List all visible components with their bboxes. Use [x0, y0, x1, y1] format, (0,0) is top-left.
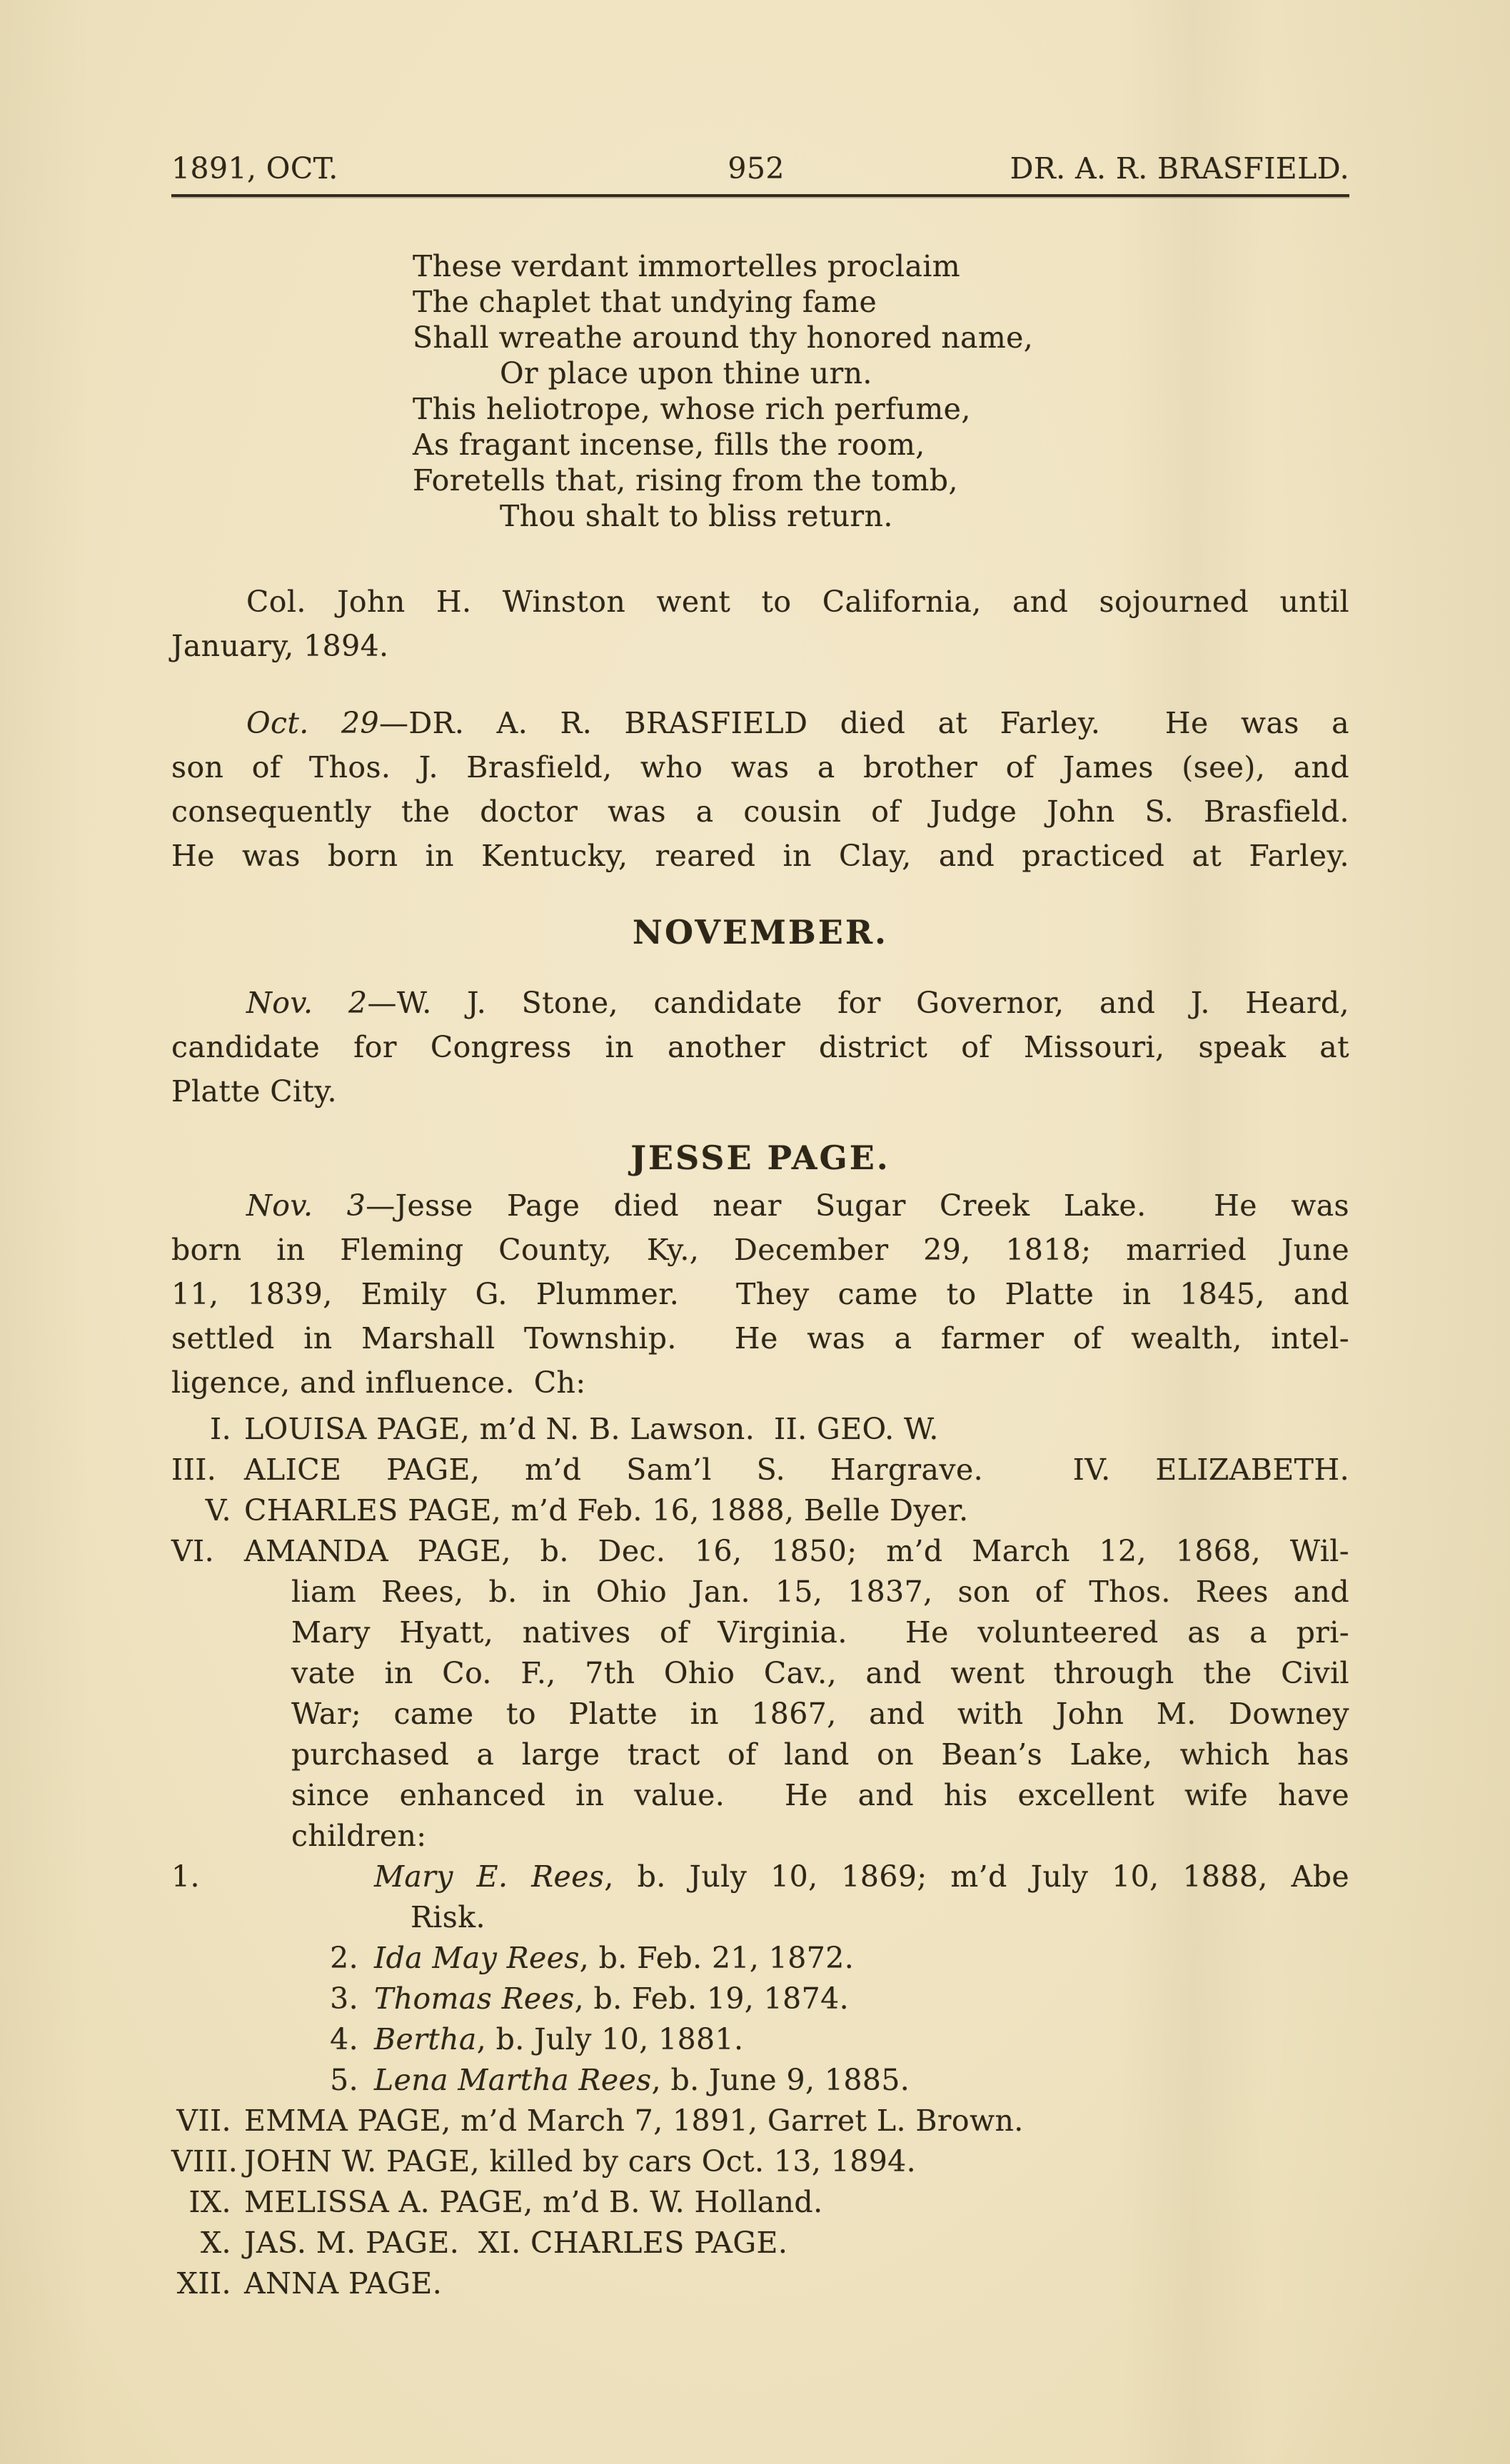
list-text: , b. Feb. 19, 1874. — [574, 1981, 850, 2016]
list-row-continuation: Mary Hyatt, natives of Virginia. He volunteered as a pri- — [291, 1615, 1349, 1650]
person-name: Mary E. Rees — [374, 1859, 605, 1894]
paragraph-nov2-stone-heard — [171, 981, 1349, 1114]
list-row — [171, 1938, 1349, 1979]
list-row-continuation: purchased a large tract of land on Bean’s Lake, which has — [291, 1737, 1349, 1772]
list-row — [171, 1979, 1349, 2019]
person-name: Thomas Rees — [374, 1981, 575, 2016]
poem-line: This heliotrope, whose rich perfume, — [413, 392, 971, 426]
paragraph-line: 11, 1839, Emily G. Plummer. They came to Platte in 1845, and — [171, 1277, 1349, 1311]
paragraph-line: Platte City. — [171, 1074, 337, 1109]
paragraph-line: born in Fleming County, Ky., December 29, 1818; married June — [171, 1233, 1349, 1267]
list-numeral: V. — [205, 1493, 231, 1528]
entry-date: Oct. 29 — [246, 706, 379, 740]
list-text: ANNA PAGE. — [244, 2266, 443, 2301]
paragraph-line — [171, 701, 1349, 745]
memorial-poem — [413, 248, 1349, 534]
list-numeral: 4. — [330, 2022, 358, 2056]
list-row-continuation: Risk. — [411, 1900, 485, 1934]
list-numeral: I. — [209, 1412, 231, 1446]
paragraph-oct29-brasfield-death — [171, 701, 1349, 878]
list-row — [171, 1450, 1349, 1490]
paragraph-line: ligence, and influence. Ch: — [171, 1365, 586, 1400]
paragraph-line: consequently the doctor was a cousin of Judge John S. Brasfield. — [171, 794, 1349, 829]
list-numeral: XII. — [176, 2266, 231, 2301]
entry-date: Nov. 3 — [246, 1188, 366, 1223]
person-name: Lena Martha Rees — [374, 2063, 652, 2097]
list-numeral: X. — [200, 2226, 231, 2260]
poem-line: As fragant incense, fills the room, — [413, 428, 925, 462]
entry-lead-text: —W. J. Stone, candidate for Governor, and J. Heard, — [367, 986, 1349, 1020]
paragraph-line: candidate for Congress in another district of Missouri, speak at — [171, 1030, 1349, 1064]
heading-november: NOVEMBER. — [632, 913, 889, 951]
list-row — [171, 2019, 1349, 2060]
paragraph-line — [171, 1183, 1349, 1228]
list-row — [171, 2263, 1349, 2304]
list-numeral: III. — [171, 1453, 217, 1487]
list-numeral: 2. — [330, 1941, 358, 1975]
poem-line: These verdant immortelles proclaim — [413, 249, 961, 283]
paragraph-line: January, 1894. — [171, 629, 389, 663]
list-row-continuation: children: — [291, 1819, 427, 1853]
list-text: CHARLES PAGE, m’d Feb. 16, 1888, Belle Dyer. — [244, 1493, 969, 1528]
heading-jesse-page: JESSE PAGE. — [630, 1138, 890, 1177]
list-text: MELISSA A. PAGE, m’d B. W. Holland. — [244, 2185, 823, 2219]
header-rule — [171, 194, 1349, 197]
list-row-continuation: since enhanced in value. He and his excellent wife have — [291, 1778, 1349, 1812]
list-row — [171, 2060, 1349, 2101]
paragraph-line: He was born in Kentucky, reared in Clay, and practiced at Farley. — [171, 839, 1349, 873]
list-text: , b. July 10, 1869; m’d July 10, 1888, Abe — [604, 1859, 1349, 1894]
entry-lead-text: —DR. A. R. BRASFIELD died at Farley. He was a — [378, 706, 1349, 740]
list-numeral: 5. — [330, 2063, 358, 2097]
paragraph-line: son of Thos. J. Brasfield, who was a brother of James (see), and — [171, 750, 1349, 784]
list-numeral: VIII. — [171, 2144, 238, 2178]
entry-date: Nov. 2 — [246, 986, 368, 1020]
header-running-date: 1891, OCT. — [171, 151, 338, 186]
list-text: JAS. M. PAGE. XI. CHARLES PAGE. — [244, 2226, 788, 2260]
poem-line: Or place upon thine urn. — [500, 356, 872, 390]
children-list — [171, 1409, 1349, 1857]
list-text: , b. July 10, 1881. — [476, 2022, 744, 2056]
list-row — [171, 2141, 1349, 2182]
list-row — [171, 1409, 1349, 1450]
paragraph-line: Col. John H. Winston went to California, and sojourned until — [246, 585, 1349, 619]
list-row — [171, 1490, 1349, 1531]
paragraph-line — [171, 981, 1349, 1025]
entry-lead-text: —Jesse Page died near Sugar Creek Lake. He was — [366, 1188, 1349, 1223]
header-running-title: DR. A. R. BRASFIELD. — [1010, 151, 1349, 186]
paragraph-winston — [171, 580, 1349, 668]
poem-line: Thou shalt to bliss return. — [500, 499, 893, 533]
poem-line: Shall wreathe around thy honored name, — [413, 320, 1034, 355]
list-text: , b. June 9, 1885. — [651, 2063, 910, 2097]
poem-line: The chaplet that undying fame — [413, 285, 877, 319]
list-numeral: IX. — [188, 2185, 231, 2219]
person-name: Ida May Rees — [374, 1941, 580, 1975]
children-list-continued — [171, 2101, 1349, 2304]
grandchildren-list — [171, 1857, 1349, 2101]
list-row-continuation: liam Rees, b. in Ohio Jan. 15, 1837, son of Thos. Rees and — [291, 1575, 1349, 1609]
page-header — [171, 151, 1349, 186]
paragraph-nov3-jesse-page-death — [171, 1183, 1349, 1405]
list-row — [171, 1531, 1349, 1572]
list-row-continuation: War; came to Platte in 1867, and with John M. Downey — [291, 1697, 1349, 1731]
list-row — [171, 1857, 1349, 1897]
list-row — [171, 2182, 1349, 2223]
list-text: JOHN W. PAGE, killed by cars Oct. 13, 1894. — [244, 2144, 917, 2178]
page-number: 952 — [728, 151, 785, 186]
list-numeral: 3. — [330, 1981, 358, 2016]
list-row — [171, 2223, 1349, 2263]
list-row-continuation: vate in Co. F., 7th Ohio Cav., and went through the Civil — [291, 1656, 1349, 1690]
list-numeral: VII. — [176, 2104, 231, 2138]
person-name: Bertha — [374, 2022, 477, 2056]
list-text: ALICE PAGE, m’d Sam’l S. Hargrave. IV. ELIZABETH. — [244, 1453, 1349, 1487]
list-text: LOUISA PAGE, m’d N. B. Lawson. II. GEO. W. — [244, 1412, 939, 1446]
list-numeral: VI. — [171, 1534, 215, 1568]
list-text: EMMA PAGE, m’d March 7, 1891, Garret L. Brown. — [244, 2104, 1024, 2138]
list-text: , b. Feb. 21, 1872. — [579, 1941, 855, 1975]
paragraph-line: settled in Marshall Township. He was a farmer of wealth, intel- — [171, 1321, 1349, 1355]
list-text: AMANDA PAGE, b. Dec. 16, 1850; m’d March 12, 1868, Wil- — [244, 1534, 1349, 1568]
list-numeral: 1. — [171, 1859, 200, 1894]
poem-line: Foretells that, rising from the tomb, — [413, 463, 958, 498]
list-row — [171, 2101, 1349, 2141]
